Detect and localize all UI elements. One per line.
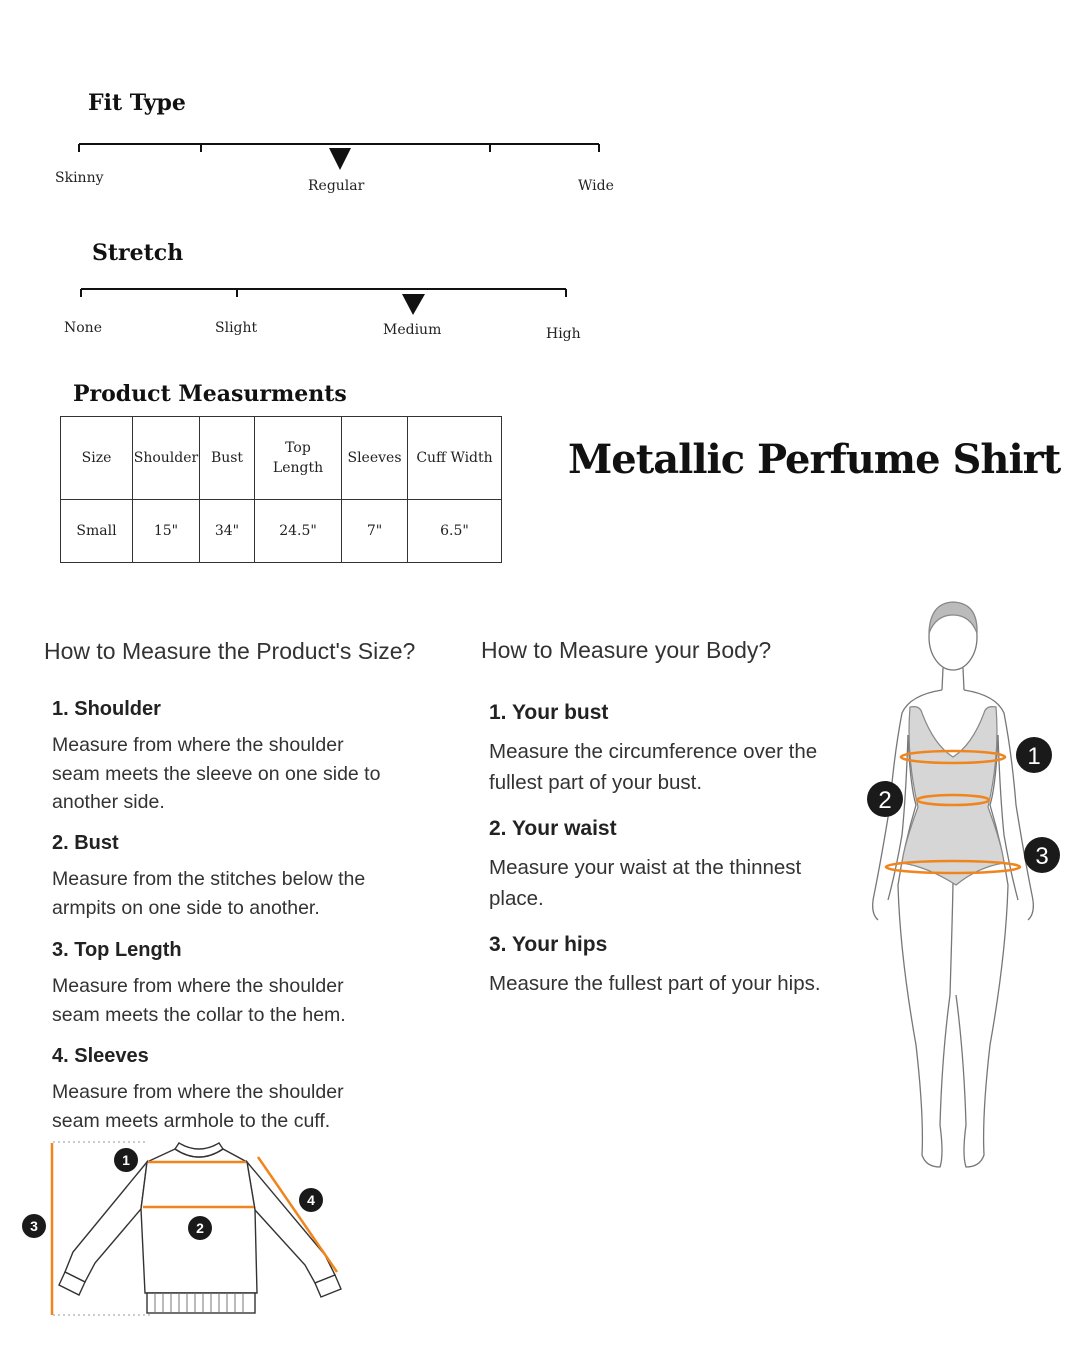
header-top-length: Top Length xyxy=(255,417,342,500)
product-name: Metallic Perfume Shirt xyxy=(568,436,1061,483)
stretch-medium-label: Medium xyxy=(383,322,442,338)
header-shoulder: Shoulder xyxy=(133,417,200,500)
cell-top-length: 24.5" xyxy=(255,500,342,563)
fit-type-pointer xyxy=(329,148,351,170)
body-marker-1: 1 xyxy=(1027,743,1041,770)
body-marker-3: 3 xyxy=(1035,843,1049,870)
cell-shoulder: 15" xyxy=(133,500,200,563)
fit-type-title: Fit Type xyxy=(88,90,186,116)
fit-regular-label: Regular xyxy=(308,178,365,194)
fit-type-scale xyxy=(70,135,610,175)
cell-bust: 34" xyxy=(200,500,255,563)
product-measurements-title: Product Measurments xyxy=(73,381,347,407)
stretch-none-label: None xyxy=(64,320,102,336)
stretch-pointer xyxy=(402,294,425,315)
product-guide-heading: How to Measure the Product's Size? xyxy=(44,638,416,664)
sleeves-step-title: 4. Sleeves xyxy=(52,1045,149,1067)
bust-step-title: 2. Bust xyxy=(52,832,119,854)
table-header-row xyxy=(61,417,502,500)
header-cuff-width: Cuff Width xyxy=(408,417,502,500)
stretch-high-label: High xyxy=(546,326,581,342)
top-length-step-title: 3. Top Length xyxy=(52,939,182,961)
body-guide-heading: How to Measure your Body? xyxy=(481,637,772,663)
cell-cuff-width: 6.5" xyxy=(408,500,502,563)
fit-skinny-label: Skinny xyxy=(55,170,104,186)
measurements-table xyxy=(60,416,502,563)
marker-2: 2 xyxy=(196,1220,204,1236)
marker-4: 4 xyxy=(307,1192,315,1208)
cell-sleeves: 7" xyxy=(342,500,408,563)
body-bust-title: 1. Your bust xyxy=(489,701,609,724)
shoulder-step-desc: Measure from where the shoulder seam meets the sleeve on one side to another side. xyxy=(52,734,381,813)
cell-size: Small xyxy=(61,500,133,563)
sleeves-step-desc: Measure from where the shoulder seam meets armhole to the cuff. xyxy=(52,1081,344,1132)
marker-1: 1 xyxy=(122,1152,130,1168)
bust-step-desc: Measure from the stitches below the armpits on one side to another. xyxy=(52,868,366,919)
top-length-step-desc: Measure from where the shoulder seam meets the collar to the hem. xyxy=(52,975,346,1026)
body-waist-title: 2. Your waist xyxy=(489,817,617,840)
sweater-diagram xyxy=(15,1135,355,1330)
body-hips-desc: Measure the fullest part of your hips. xyxy=(489,972,821,995)
header-sleeves: Sleeves xyxy=(342,417,408,500)
body-hips-title: 3. Your hips xyxy=(489,933,608,956)
marker-3: 3 xyxy=(30,1218,38,1234)
table-row xyxy=(61,500,502,563)
body-marker-2: 2 xyxy=(878,787,892,814)
fit-wide-label: Wide xyxy=(578,178,614,194)
shoulder-step-title: 1. Shoulder xyxy=(52,698,161,720)
body-bust-desc: Measure the circumference over the fullest part of your bust. xyxy=(489,740,818,794)
stretch-scale xyxy=(72,281,577,321)
body-waist-desc: Measure your waist at the thinnest place. xyxy=(489,856,802,910)
stretch-slight-label: Slight xyxy=(215,320,258,336)
header-bust: Bust xyxy=(200,417,255,500)
body-figure-diagram xyxy=(860,595,1070,1175)
stretch-title: Stretch xyxy=(92,240,184,266)
header-size: Size xyxy=(61,417,133,500)
